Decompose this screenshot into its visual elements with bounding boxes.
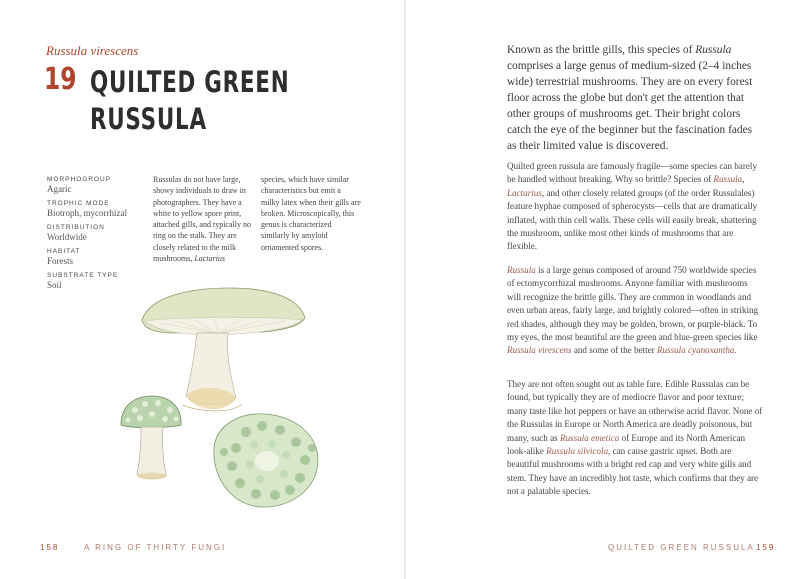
- p2-text-3: .: [734, 345, 737, 356]
- p1-text-1: Quilted green russula are famously fragile—some species can barely be handled without breaking. Why so brittle? Species of: [507, 161, 757, 185]
- page-number-left: 158: [40, 543, 60, 552]
- p3-text-3: , can cause gastric upset. Both are beautiful mushrooms with a bright red cap and very white gills and stem. They have an incredibly hot taste, which confirms that they are not a palatable species.: [507, 446, 759, 497]
- meta-value: Worldwide: [47, 232, 87, 242]
- large-mushroom: [142, 288, 305, 411]
- p3-text-2: of Europe and its North American look-alike: [507, 432, 746, 457]
- meta-label: MORPHOGROUP: [47, 176, 112, 183]
- p1-italic-1: Russula: [713, 174, 743, 185]
- intro-italic: Russula: [695, 44, 732, 56]
- cap-top-view: [214, 414, 318, 507]
- p2-text-2: and some of the better: [571, 345, 657, 356]
- body-paragraph-1: [507, 160, 763, 254]
- description-column-2: species, which have similar characteristics but emit a milky latex when their gills are broken. Microscopically, this genus is characterized similarly by amyloid ornamented spores.: [261, 175, 361, 252]
- meta-value: Forests: [47, 256, 74, 266]
- page-number-right: 159: [756, 543, 776, 552]
- body-paragraph-3: [507, 378, 763, 499]
- meta-value: Soil: [47, 280, 62, 290]
- p2-italic-2: Russula virescens: [507, 345, 572, 356]
- p1-text-3: , and other closely related groups (of the order Russulales) feature hyphae composed of spherocysts—cells that are dramatically inflated, with thin cell walls. These cells will easily break, shattering the mushroom, unlike most other kinds of mushrooms that are flexible.: [507, 187, 758, 252]
- intro-text-2: comprises a large genus of medium-sized (2–4 inches wide) terrestrial mushrooms. They are on every forest floor across the globe but don't get the attention that other groups of mushrooms get. Their bright colors catch the eye of the beginner but the fascination fades as their limited value is discovered.: [507, 60, 753, 152]
- meta-label: DISTRIBUTION: [47, 224, 105, 231]
- p1-text-2: ,: [742, 174, 745, 185]
- p1-italic-2: Lactarius: [507, 187, 542, 198]
- p2-text-1: is a large genus composed of around 750 worldwide species of ectomycorrhizal mushrooms. Anyone familiar with mushrooms will recognize the brittle gills. They are common in woodlands and even urban areas, fairly large, and brightly colored—often in striking red shades, although they may be golden, brown, or purple-black. To my eyes, the most beautiful are the green and blue-green species like: [507, 265, 759, 343]
- p3-italic-2: Russula silvicola: [546, 446, 609, 457]
- meta-value: Agaric: [47, 184, 72, 194]
- small-mushroom: [121, 396, 181, 480]
- title-line-1: QUILTED GREEN: [90, 65, 290, 99]
- meta-value: Biotroph, mycorrhizal: [47, 208, 127, 218]
- title-line-2: RUSSULA: [90, 102, 207, 136]
- p2-italic-1: Russula: [507, 265, 536, 275]
- meta-label: TROPHIC MODE: [47, 200, 110, 207]
- p2-italic-3: Russula cyanoxantha: [656, 345, 735, 356]
- latin-name: Russula virescens: [46, 43, 139, 58]
- entry-number: 19: [44, 62, 77, 97]
- col1-text: Russulas do not have large, showy individuals to draw in photographers. They have a white to yellow spore print, attached gills, and typically no ring on the stalk. They are closely related to the milk mushrooms,: [153, 175, 251, 264]
- p3-text-1: They are not often sought out as table fare. Edible Russulas can be found, but typically they are of mediocre flavor and poor texture; many taste like hot peppers or have an otherwise acrid flavor. None of the Russulas in Europe or North America are deadly poisonous, but many, such as: [507, 379, 763, 443]
- running-head-right: QUILTED GREEN RUSSULA: [608, 543, 755, 552]
- intro-text-1: Known as the brittle gills, this species of: [507, 44, 696, 56]
- meta-label: SUBSTRATE TYPE: [47, 272, 119, 279]
- col1-italic: Lactarius: [194, 254, 226, 264]
- p3-italic-1: Russula emetica: [559, 432, 620, 443]
- running-head-left: A RING OF THIRTY FUNGI: [84, 543, 227, 552]
- intro-paragraph: [507, 42, 761, 154]
- meta-label: HABITAT: [47, 248, 81, 255]
- body-paragraph-2: [507, 264, 763, 358]
